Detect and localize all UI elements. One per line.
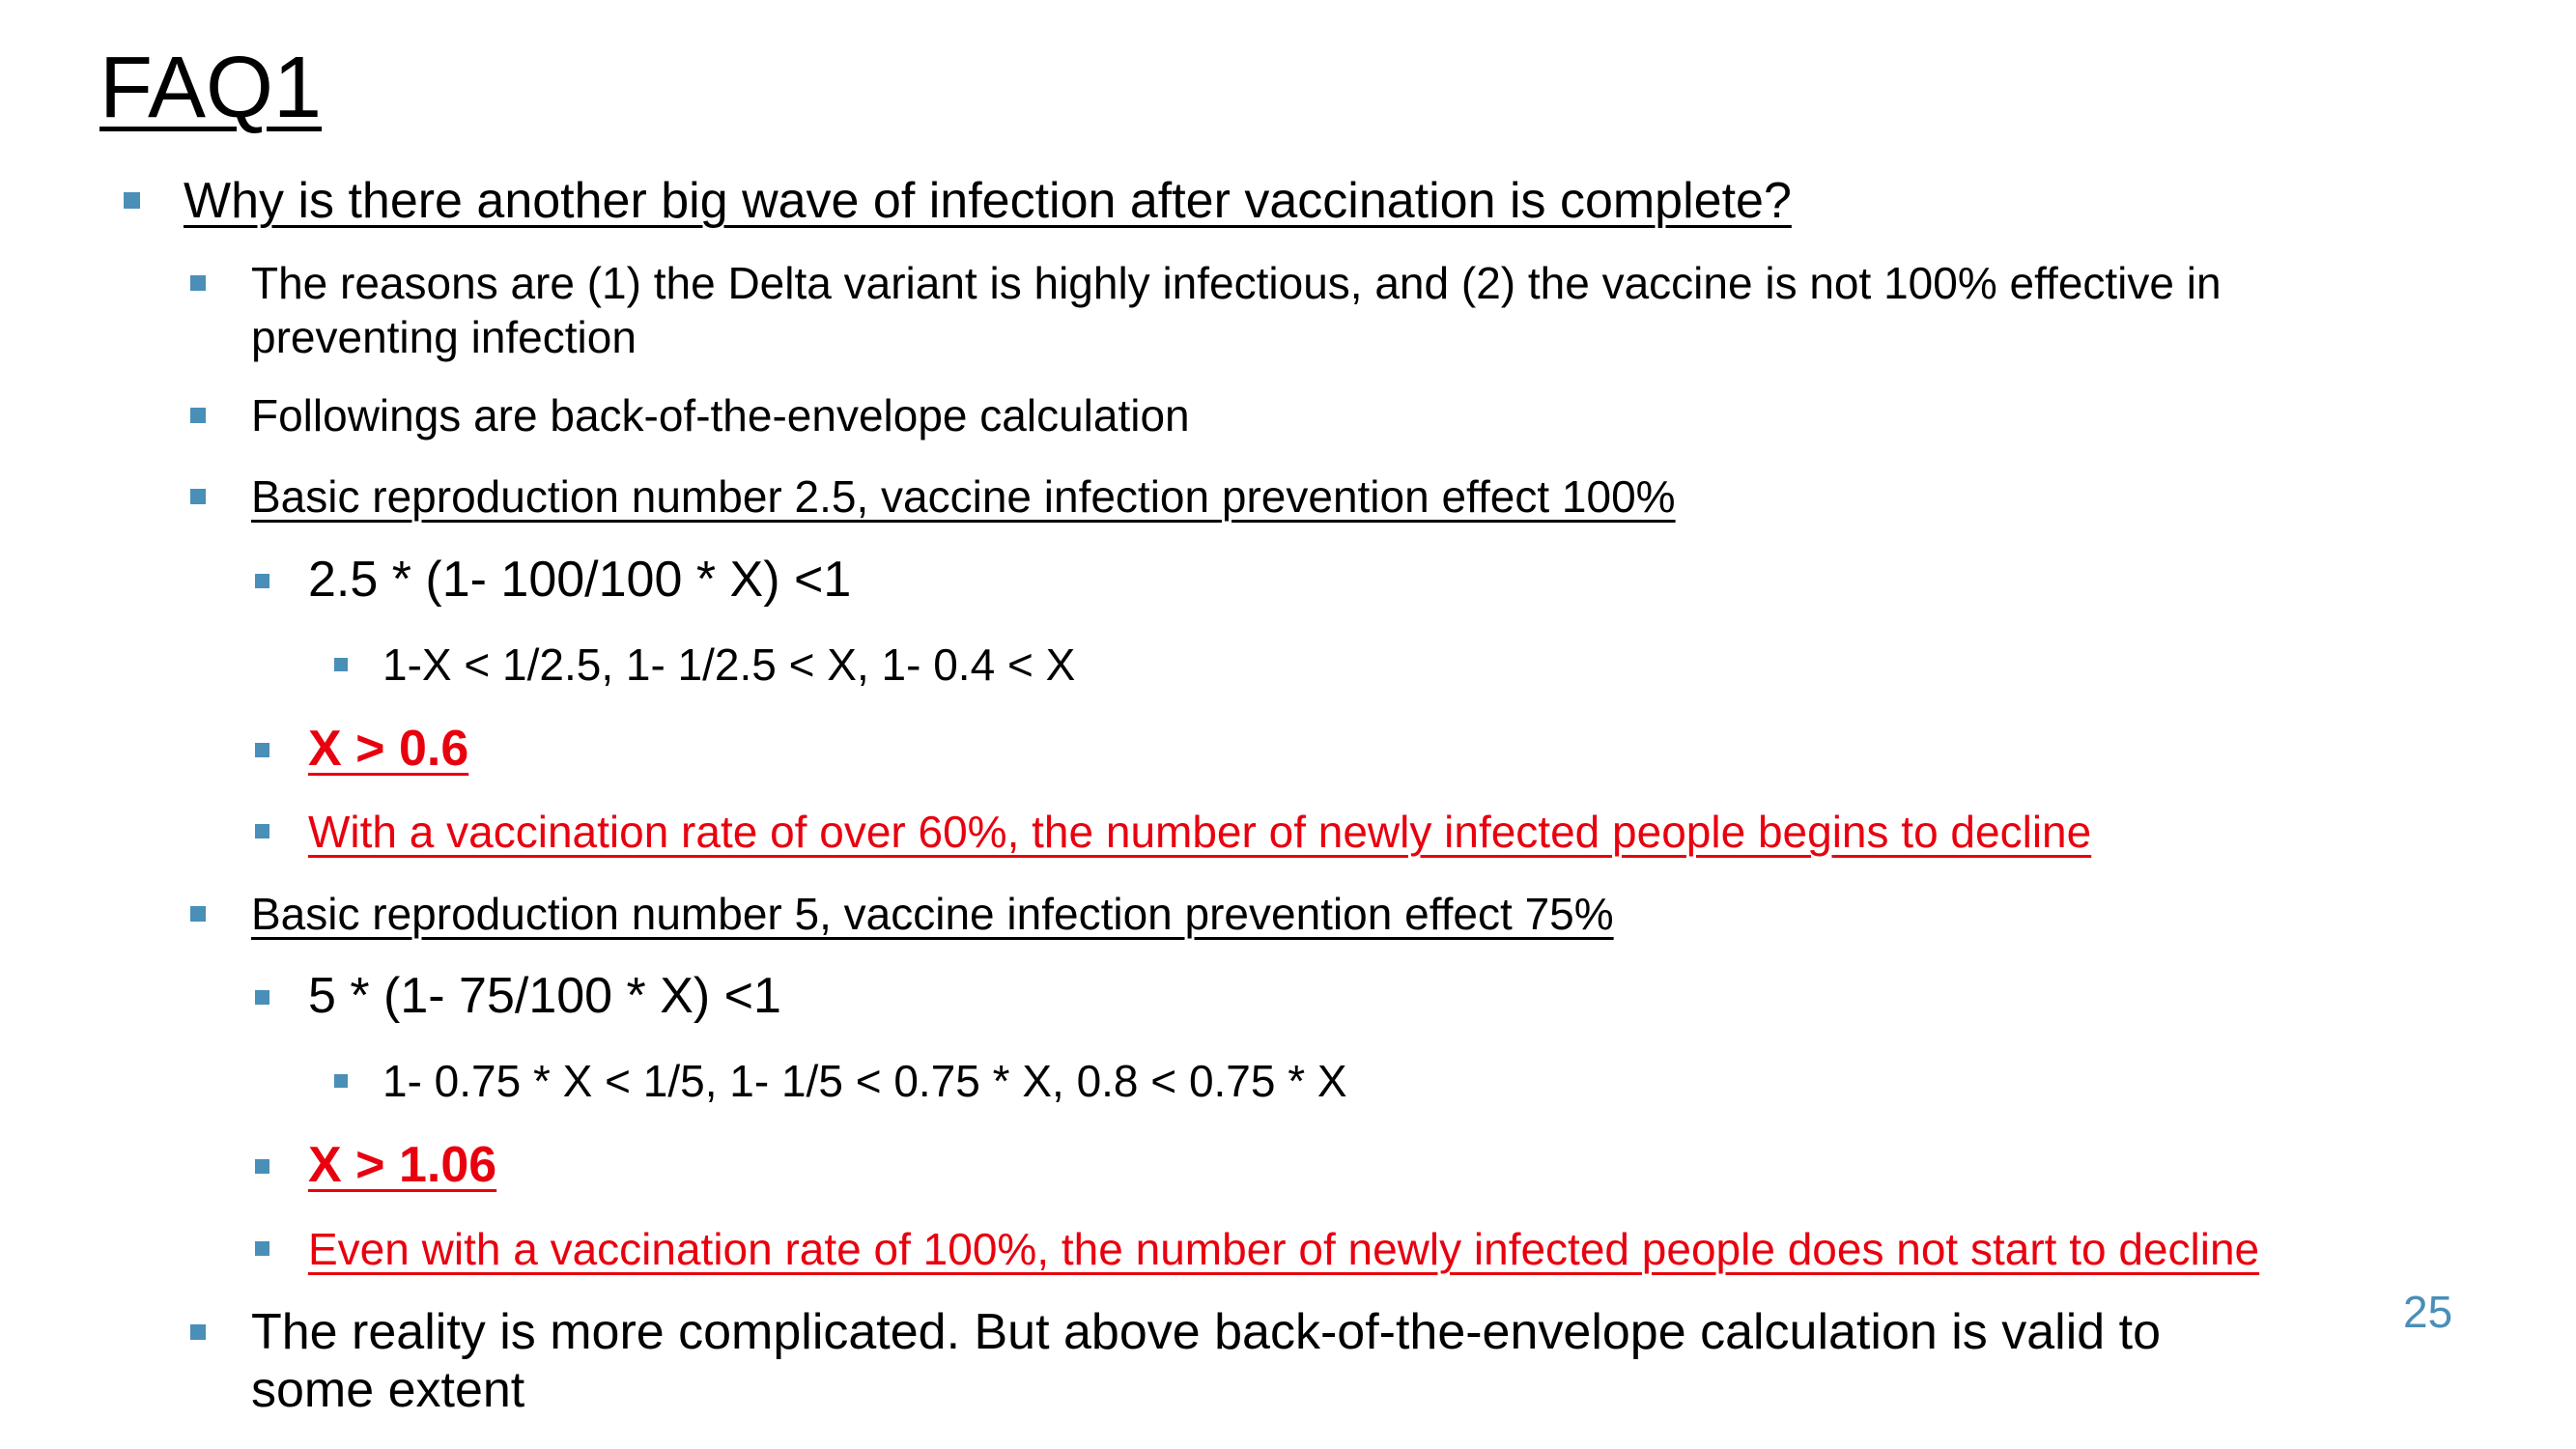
case1-steps-text: 1-X < 1/2.5, 1- 1/2.5 < X, 1- 0.4 < X (382, 639, 1076, 690)
square-bullet-icon (190, 489, 206, 504)
case1-conclusion-text: With a vaccination rate of over 60%, the number of newly infected people begins to decline (308, 807, 2092, 857)
case1-result-text: X > 0.6 (308, 721, 469, 777)
square-bullet-icon (190, 275, 206, 291)
reasons-text-line1: The reasons are (1) the Delta variant is highly infectious, and (2) the vaccine is not 100% effective in (251, 258, 2222, 308)
page-title: FAQ1 (99, 40, 323, 136)
case2-heading-text: Basic reproduction number 5, vaccine infection prevention effect 75% (251, 889, 1614, 939)
square-bullet-icon (190, 906, 206, 922)
square-bullet-icon (124, 192, 140, 209)
followings-text: Followings are back-of-the-envelope calculation (251, 390, 1190, 440)
square-bullet-icon (255, 1241, 269, 1256)
square-bullet-icon (334, 658, 348, 671)
square-bullet-icon (334, 1074, 348, 1088)
case2-formula-text: 5 * (1- 75/100 * X) <1 (308, 968, 781, 1024)
question-text: Why is there another big wave of infection after vaccination is complete? (184, 173, 1792, 229)
square-bullet-icon (255, 1159, 269, 1174)
case1-heading-text: Basic reproduction number 2.5, vaccine infection prevention effect 100% (251, 471, 1676, 522)
square-bullet-icon (255, 990, 269, 1005)
square-bullet-icon (255, 743, 269, 757)
square-bullet-icon (190, 408, 206, 423)
square-bullet-icon (255, 574, 269, 588)
reasons-text-line2: preventing infection (251, 312, 637, 362)
square-bullet-icon (190, 1324, 206, 1340)
square-bullet-icon (255, 824, 269, 838)
case2-conclusion-text: Even with a vaccination rate of 100%, the number of newly infected people does not start to decline (308, 1224, 2260, 1274)
case2-steps-text: 1- 0.75 * X < 1/5, 1- 1/5 < 0.75 * X, 0.8 < 0.75 * X (382, 1056, 1347, 1106)
reality-text-line2: some extent (251, 1362, 525, 1418)
page-number: 25 (2403, 1287, 2453, 1337)
case1-formula-text: 2.5 * (1- 100/100 * X) <1 (308, 552, 852, 608)
reality-text-line1: The reality is more complicated. But above back-of-the-envelope calculation is valid to (251, 1304, 2161, 1360)
case2-result-text: X > 1.06 (308, 1137, 497, 1193)
